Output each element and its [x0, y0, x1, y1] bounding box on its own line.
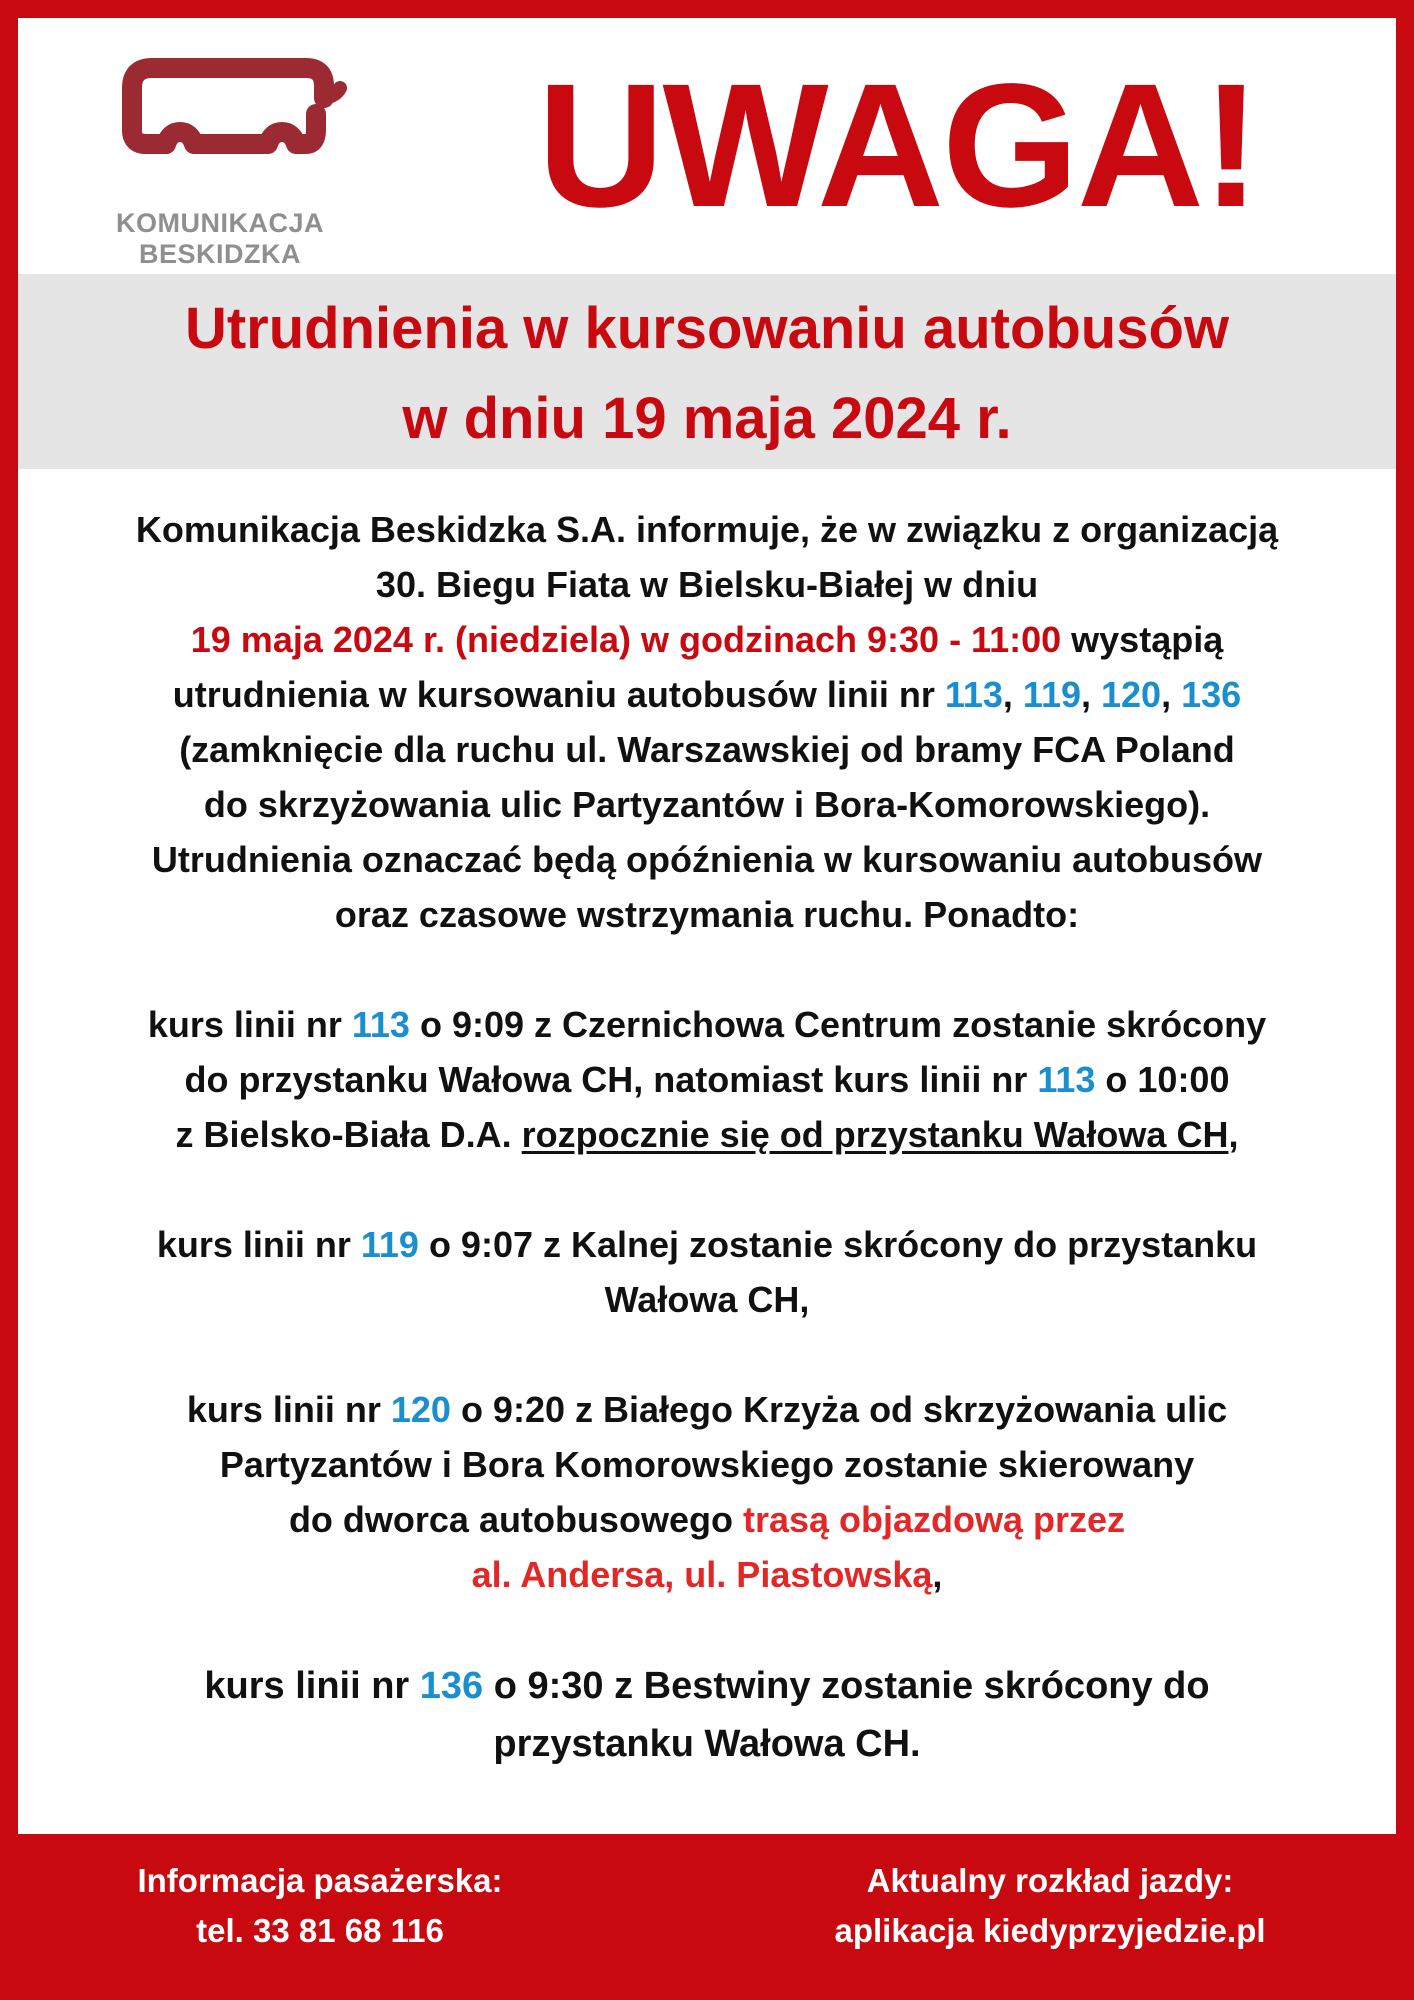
- company-logo: [90, 58, 350, 269]
- intro-line: (zamknięcie dla ruchu ul. Warszawskiej od bramy FCA Poland: [179, 729, 1235, 770]
- separator: ,: [1081, 674, 1102, 715]
- footer: [0, 1836, 1414, 2000]
- bus-line-number: 136: [1181, 674, 1242, 715]
- intro-text: utrudnienia w kursowaniu autobusów linii nr: [172, 674, 945, 715]
- spacer: [18, 942, 1396, 997]
- intro-text: wystąpią: [1061, 619, 1224, 660]
- text: kurs linii nr: [204, 1665, 420, 1707]
- passenger-info-phone: tel. 33 81 68 116: [196, 1912, 444, 1949]
- text: ,: [1228, 1114, 1239, 1155]
- passenger-info-title: Informacja pasażerska:: [137, 1862, 503, 1899]
- bus-line-number: 119: [1022, 674, 1081, 715]
- banner-title-line2: w dniu 19 maja 2024 r.: [402, 386, 1012, 451]
- line-120-paragraph: [18, 1547, 1396, 1602]
- date-time-highlight: 19 maja 2024 r. (niedziela) w godzinach 9:30 - 11:00: [190, 619, 1062, 660]
- text: kurs linii nr: [156, 1224, 361, 1265]
- text: kurs linii nr: [147, 1004, 352, 1045]
- bus-line-number: 136: [419, 1665, 484, 1707]
- line-120-paragraph: [18, 1382, 1396, 1437]
- text: o 9:07 z Kalnej zostanie skrócony do przystanku: [418, 1224, 1258, 1265]
- text: z Bielsko-Biała D.A.: [175, 1114, 522, 1155]
- bus-line-number: 120: [1101, 674, 1162, 715]
- spacer: [18, 1162, 1396, 1217]
- line-136-paragraph: przystanku Wałowa CH.: [493, 1723, 921, 1765]
- intro-line: [18, 667, 1396, 722]
- intro-line: Utrudnienia oznaczać będą opóźnienia w kursowaniu autobusów: [151, 839, 1263, 880]
- notice-body: [18, 502, 1396, 1773]
- logo-text-line2: BESKIDZKA: [138, 239, 301, 269]
- intro-line: Komunikacja Beskidzka S.A. informuje, że w związku z organizacją: [135, 509, 1279, 550]
- line-119-paragraph: Wałowa CH,: [604, 1279, 810, 1320]
- line-120-paragraph: [18, 1492, 1396, 1547]
- timetable-info-app: aplikacja kiedyprzyjedzie.pl: [834, 1912, 1266, 1949]
- text: o 9:20 z Białego Krzyża od skrzyżowania ulic: [450, 1389, 1228, 1430]
- notice-sheet: [18, 18, 1396, 1834]
- line-136-paragraph: [18, 1657, 1396, 1715]
- bus-outline-icon: [110, 58, 350, 178]
- text: o 10:00: [1095, 1059, 1230, 1100]
- separator: ,: [1002, 674, 1023, 715]
- line-119-paragraph: [18, 1217, 1396, 1272]
- bus-line-number: 113: [944, 674, 1003, 715]
- text: do przystanku Wałowa CH, natomiast kurs linii nr: [184, 1059, 1038, 1100]
- line-113-paragraph: [18, 1052, 1396, 1107]
- intro-line: 30. Biegu Fiata w Bielsku-Białej w dniu: [375, 564, 1039, 605]
- spacer: [18, 1327, 1396, 1382]
- spacer: [18, 1602, 1396, 1657]
- detour-highlight: al. Andersa, ul. Piastowską: [471, 1554, 933, 1595]
- timetable-info: [760, 1856, 1340, 1956]
- text: o 9:09 z Czernichowa Centrum zostanie skrócony: [409, 1004, 1267, 1045]
- intro-line: oraz czasowe wstrzymania ruchu. Ponadto:: [334, 894, 1080, 935]
- banner-title-line1: Utrudnienia w kursowaniu autobusów: [184, 296, 1230, 361]
- intro-line: do skrzyżowania ulic Partyzantów i Bora-Komorowskiego).: [203, 784, 1211, 825]
- bus-line-number: 113: [1037, 1059, 1096, 1100]
- bus-line-number: 119: [360, 1224, 419, 1265]
- text: do dworca autobusowego: [288, 1499, 743, 1540]
- headline-uwaga: UWAGA!: [537, 48, 1259, 244]
- header: [18, 18, 1396, 274]
- line-113-paragraph: [18, 997, 1396, 1052]
- line-120-paragraph: Partyzantów i Bora Komorowskiego zostanie skierowany: [219, 1444, 1195, 1485]
- intro-line: [18, 612, 1396, 667]
- detour-highlight: trasą objazdową przez: [742, 1499, 1126, 1540]
- text: kurs linii nr: [186, 1389, 391, 1430]
- bus-line-number: 120: [390, 1389, 451, 1430]
- text: o 9:30 z Bestwiny zostanie skrócony do: [483, 1665, 1210, 1707]
- text: ,: [932, 1554, 943, 1595]
- underlined-text: rozpocznie się od przystanku Wałowa CH: [521, 1114, 1229, 1155]
- logo-text-line1: KOMUNIKACJA: [116, 208, 324, 238]
- bus-line-number: 113: [351, 1004, 410, 1045]
- line-113-paragraph: [18, 1107, 1396, 1162]
- timetable-info-title: Aktualny rozkład jazdy:: [866, 1862, 1234, 1899]
- separator: ,: [1161, 674, 1182, 715]
- title-banner: [18, 274, 1396, 469]
- passenger-info: [60, 1856, 580, 1956]
